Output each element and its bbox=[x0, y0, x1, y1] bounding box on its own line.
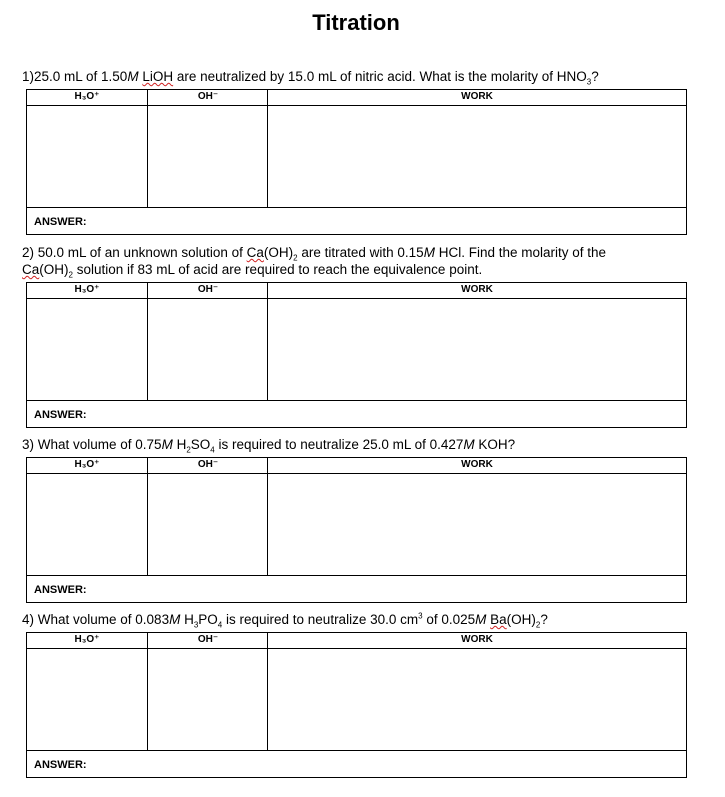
answer-box-2[interactable] bbox=[26, 401, 687, 428]
question-3: 3) What volume of 0.75M $H_2SO_4$ is required to neutralize 25.0 mL of 0.427M KOH? bbox=[22, 437, 516, 455]
answer-box-4[interactable] bbox=[26, 751, 687, 778]
answer-label: ANSWER: bbox=[34, 409, 87, 421]
work-table-2 bbox=[26, 282, 687, 401]
work-table-1 bbox=[26, 89, 687, 208]
oh-header: OH⁻ bbox=[197, 284, 219, 295]
column-divider bbox=[147, 458, 148, 575]
h3o-header: H₃O⁺ bbox=[74, 459, 100, 470]
table-header bbox=[27, 458, 686, 474]
column-divider bbox=[267, 633, 268, 750]
column-divider bbox=[147, 283, 148, 400]
column-divider bbox=[147, 633, 148, 750]
table-header bbox=[27, 283, 686, 299]
work-header: WORK bbox=[461, 459, 493, 470]
answer-label: ANSWER: bbox=[34, 216, 87, 228]
work-header: WORK bbox=[461, 91, 493, 102]
page-title: Titration bbox=[312, 10, 400, 35]
table-header bbox=[27, 633, 686, 649]
column-divider bbox=[267, 458, 268, 575]
column-divider bbox=[267, 90, 268, 207]
table-header bbox=[27, 90, 686, 106]
column-divider bbox=[267, 283, 268, 400]
answer-box-1[interactable] bbox=[26, 208, 687, 235]
oh-header: OH⁻ bbox=[197, 91, 219, 102]
work-table-3 bbox=[26, 457, 687, 576]
h3o-header: H₃O⁺ bbox=[74, 634, 100, 645]
work-header: WORK bbox=[461, 634, 493, 645]
answer-box-3[interactable] bbox=[26, 576, 687, 603]
question-2: 2) 50.0 mL of an unknown solution of $Ca(OH)_2$ are titrated with 0.15M HCl. Find the molarity of the $Ca(OH)_2$ solution if 83 mL of acid are required to reach the equivalence point. bbox=[22, 245, 607, 280]
question-4: 4) What volume of 0.083M $H_3PO_4$ is required to neutralize 30.0 $cm^3$ of 0.025M $Ba(OH)_2$? bbox=[22, 611, 548, 630]
work-table-4 bbox=[26, 632, 687, 751]
answer-label: ANSWER: bbox=[34, 584, 87, 596]
h3o-header: H₃O⁺ bbox=[74, 284, 100, 295]
column-divider bbox=[147, 90, 148, 207]
oh-header: OH⁻ bbox=[197, 459, 219, 470]
work-header: WORK bbox=[461, 284, 493, 295]
h3o-header: H₃O⁺ bbox=[74, 91, 100, 102]
question-1: 1)25.0 mL of 1.50M LiOH are neutralized by 15.0 mL of nitric acid. What is the molarity of $HNO_3$? bbox=[22, 69, 599, 87]
oh-header: OH⁻ bbox=[197, 634, 219, 645]
answer-label: ANSWER: bbox=[34, 759, 87, 771]
